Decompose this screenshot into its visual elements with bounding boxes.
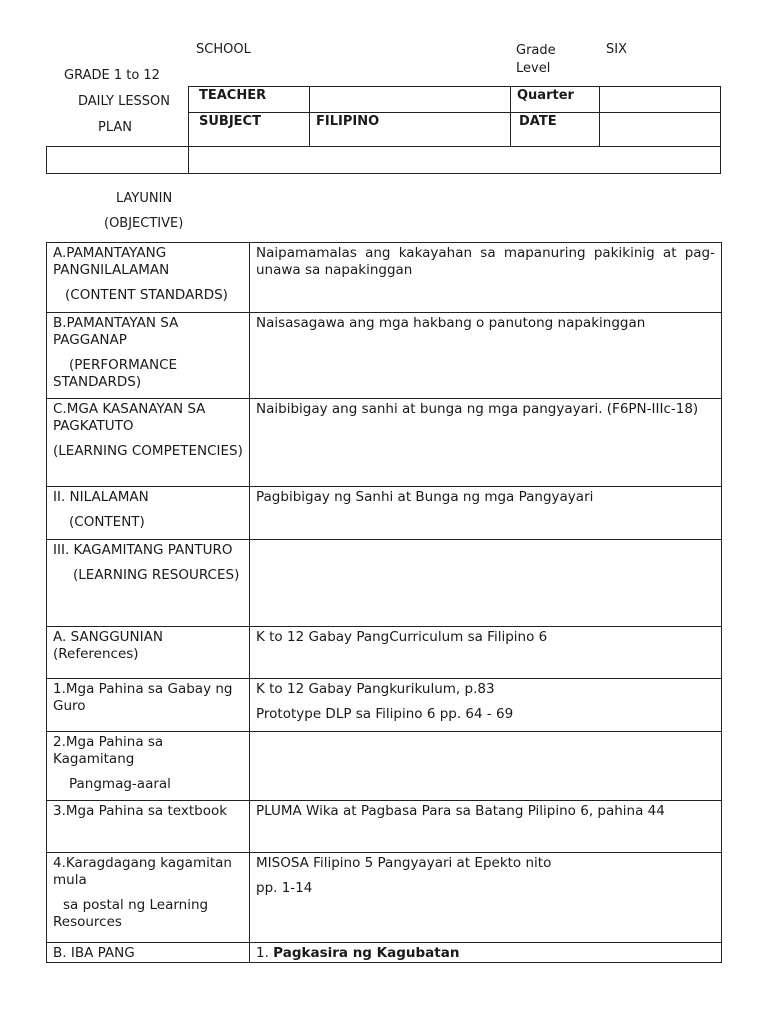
row-label: [47, 540, 250, 627]
title-line-2: DAILY LESSON: [78, 94, 171, 109]
row-label-text: B.PAMANTAYAN SA PAGGANAP: [53, 315, 179, 348]
row-label-text: A. SANGGUNIAN (References): [53, 629, 163, 662]
date-label-cell: [510, 112, 600, 147]
row-label-english: (LEARNING COMPETENCIES): [53, 443, 243, 459]
row-content-text: Naipamamalas ang kakayahan sa mapanuring pakikinig at pag-unawa sa napakinggan: [256, 245, 715, 278]
table-row: [47, 732, 722, 801]
row-content-text-2: Prototype DLP sa Filipino 6 pp. 64 - 69: [256, 706, 514, 722]
row-label: [47, 627, 250, 679]
row-label: [47, 732, 250, 801]
quarter-value-cell[interactable]: [599, 86, 721, 113]
row-label: [47, 313, 250, 399]
row-content[interactable]: [250, 540, 722, 627]
row-label: [47, 679, 250, 732]
objective-heading-english: (OBJECTIVE): [104, 216, 184, 231]
row-content[interactable]: [250, 399, 722, 487]
objective-heading: LAYUNIN: [116, 191, 173, 206]
row-label-text: C.MGA KASANAYAN SA PAGKATUTO: [53, 401, 206, 434]
row-content[interactable]: [250, 801, 722, 853]
row-content-bold: Pagkasira ng Kagubatan: [273, 945, 460, 961]
row-content-text: Pagbibigay ng Sanhi at Bunga ng mga Pangyayari: [256, 489, 594, 505]
row-label: [47, 801, 250, 853]
row-label-text: 2.Mga Pahina sa Kagamitang: [53, 734, 164, 767]
subject-value: FILIPINO: [316, 114, 380, 129]
table-row: [47, 627, 722, 679]
subject-value-cell[interactable]: [309, 112, 511, 147]
table-row: [47, 399, 722, 487]
row-content-text: K to 12 Gabay PangCurriculum sa Filipino 6: [256, 629, 548, 645]
row-content[interactable]: [250, 853, 722, 943]
row-content-text: Naibibigay ang sanhi at bunga ng mga pangyayari. (F6PN-IIIc-18): [256, 401, 699, 417]
grade-level-label: Grade Level: [516, 43, 556, 76]
row-label-text: 4.Karagdagang kagamitan mula: [53, 855, 232, 888]
subject-label: SUBJECT: [199, 114, 261, 129]
table-row: [47, 679, 722, 732]
row-content-text-2: pp. 1-14: [256, 880, 313, 896]
row-label-english: (PERFORMANCE STANDARDS): [53, 357, 178, 390]
quarter-label-cell: [510, 86, 600, 113]
row-label: [47, 399, 250, 487]
date-label: DATE: [519, 114, 557, 129]
table-row: [47, 943, 722, 963]
row-label: [47, 943, 250, 963]
row-content[interactable]: [250, 943, 722, 963]
row-content-line: [256, 945, 715, 962]
row-content-text: PLUMA Wika at Pagbasa Para sa Batang Pilipino 6, pahina 44: [256, 803, 665, 819]
row-label-english: sa postal ng Learning Resources: [53, 897, 209, 930]
row-label-english: (CONTENT): [69, 514, 145, 530]
row-label: [47, 853, 250, 943]
row-label-text: II. NILALAMAN: [53, 489, 149, 505]
row-label-text: A.PAMANTAYANG PANGNILALAMAN: [53, 245, 170, 278]
date-value-cell[interactable]: [599, 112, 721, 147]
row-content-text: K to 12 Gabay Pangkurikulum, p.83: [256, 681, 495, 697]
quarter-label: Quarter: [517, 88, 574, 103]
row-label-text: III. KAGAMITANG PANTURO: [53, 542, 233, 558]
table-row: [47, 801, 722, 853]
row-content[interactable]: [250, 732, 722, 801]
teacher-label: TEACHER: [199, 88, 267, 103]
blank-cell-left[interactable]: [46, 146, 189, 174]
table-row: [47, 313, 722, 399]
table-row: [47, 243, 722, 313]
row-label-english: (CONTENT STANDARDS): [65, 287, 228, 303]
table-row: [47, 487, 722, 540]
teacher-value-cell[interactable]: [309, 86, 511, 113]
row-content-text: Naisasagawa ang mga hakbang o panutong napakinggan: [256, 315, 646, 331]
row-label-english: Pangmag-aaral: [69, 776, 171, 792]
table-row: [47, 540, 722, 627]
lesson-plan-table: [46, 242, 722, 963]
row-content-prefix: 1.: [256, 945, 274, 961]
table-row: [47, 853, 722, 943]
row-label-english: (LEARNING RESOURCES): [73, 567, 240, 583]
title-line-1: GRADE 1 to 12: [64, 68, 160, 83]
row-content[interactable]: [250, 243, 722, 313]
row-label-text: 1.Mga Pahina sa Gabay ng Guro: [53, 681, 233, 714]
subject-label-cell: [188, 112, 310, 147]
blank-cell-right[interactable]: [188, 146, 721, 174]
teacher-label-cell: [188, 86, 310, 113]
row-label: [47, 487, 250, 540]
row-label-text: 3.Mga Pahina sa textbook: [53, 803, 228, 819]
grade-level-value: SIX: [606, 42, 627, 57]
row-content-text: MISOSA Filipino 5 Pangyayari at Epekto nito: [256, 855, 552, 871]
row-content[interactable]: [250, 679, 722, 732]
school-label: SCHOOL: [196, 42, 251, 57]
row-content[interactable]: [250, 313, 722, 399]
row-label: [47, 243, 250, 313]
title-line-3: PLAN: [98, 120, 132, 135]
row-label-text: B. IBA PANG: [53, 945, 135, 961]
row-content[interactable]: [250, 487, 722, 540]
row-content[interactable]: [250, 627, 722, 679]
